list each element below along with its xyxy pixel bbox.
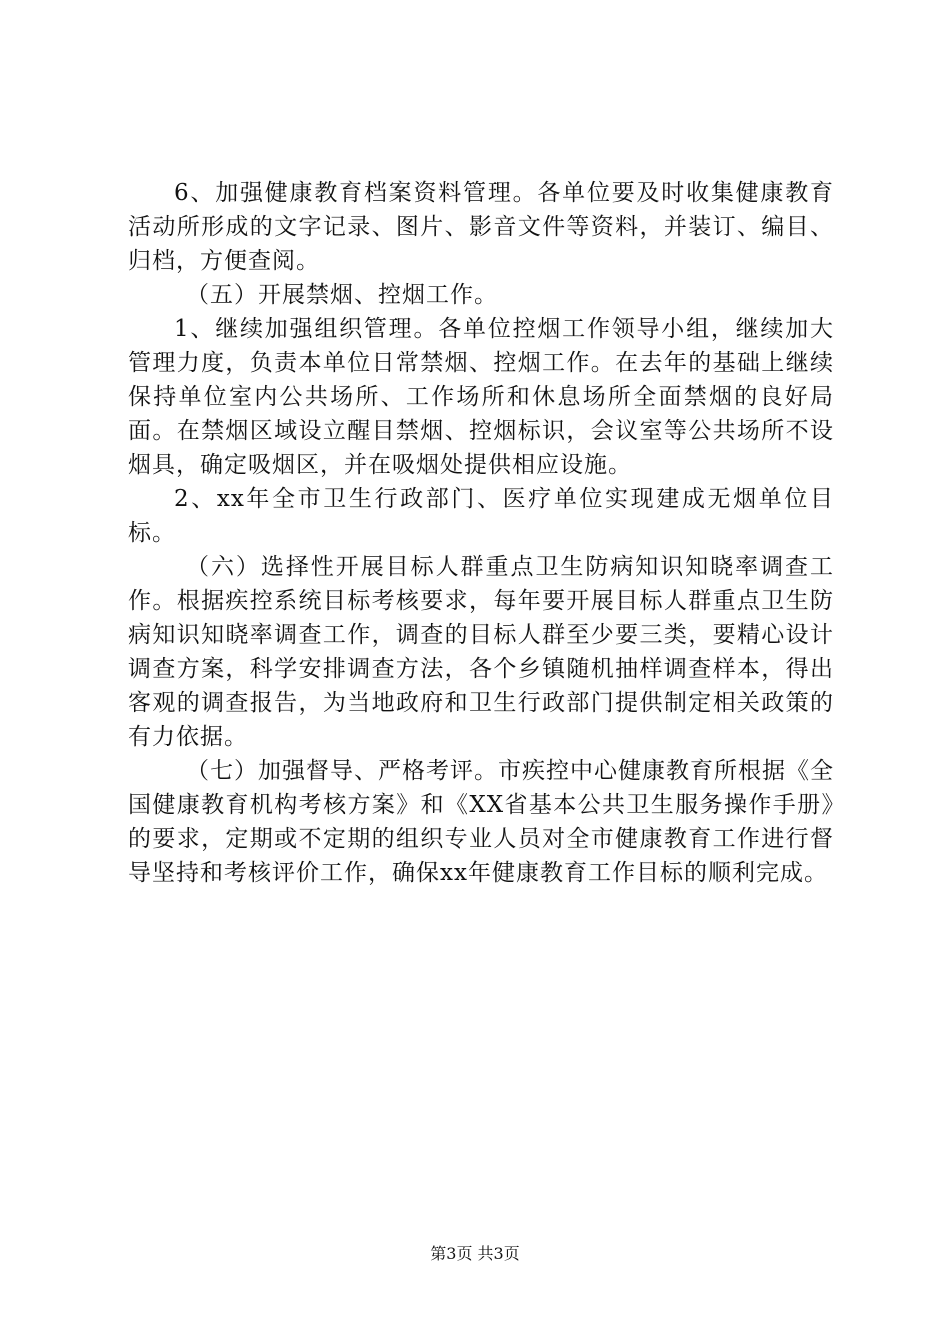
paragraph-supervision-evaluation: （七）加强督导、严格考评。市疾控中心健康教育所根据《全国健康教育机构考核方案》和《XX省基本公共卫生服务操作手册》的要求，定期或不定期的组织专业人员对全市健康教育工作进行督导坚持和考核评价工作，确保xx年健康教育工作目标的顺利完成。 (128, 758, 834, 886)
paragraph-smoke-free-target: 2、xx年全市卫生行政部门、医疗单位实现建成无烟单位目标。 (128, 486, 834, 546)
paragraph-archive-management: 6、加强健康教育档案资料管理。各单位要及时收集健康教育活动所形成的文字记录、图片、影音文件等资料，并装订、编目、归档，方便查阅。 (128, 180, 834, 274)
document-body (128, 176, 834, 890)
paragraph-organization-management: 1、继续加强组织管理。各单位控烟工作领导小组，继续加大管理力度，负责本单位日常禁烟、控烟工作。在去年的基础上继续保持单位室内公共场所、工作场所和休息场所全面禁烟的良好局面。在禁烟区域设立醒目禁烟、控烟标识，会议室等公共场所不设烟具，确定吸烟区，并在吸烟处提供相应设施。 (128, 316, 834, 478)
page-footer (0, 1244, 950, 1264)
paragraph-awareness-survey: （六）选择性开展目标人群重点卫生防病知识知晓率调查工作。根据疾控系统目标考核要求，每年要开展目标人群重点卫生防病知识知晓率调查工作，调查的目标人群至少要三类，要精心设计调查方案，科学安排调查方法，各个乡镇随机抽样调查样本，得出客观的调查报告，为当地政府和卫生行政部门提供制定相关政策的有力依据。 (128, 554, 834, 750)
page-number-label: 第3页 共3页 (430, 1244, 520, 1263)
section-heading-smoking-control: （五）开展禁烟、控烟工作。 (186, 282, 498, 308)
